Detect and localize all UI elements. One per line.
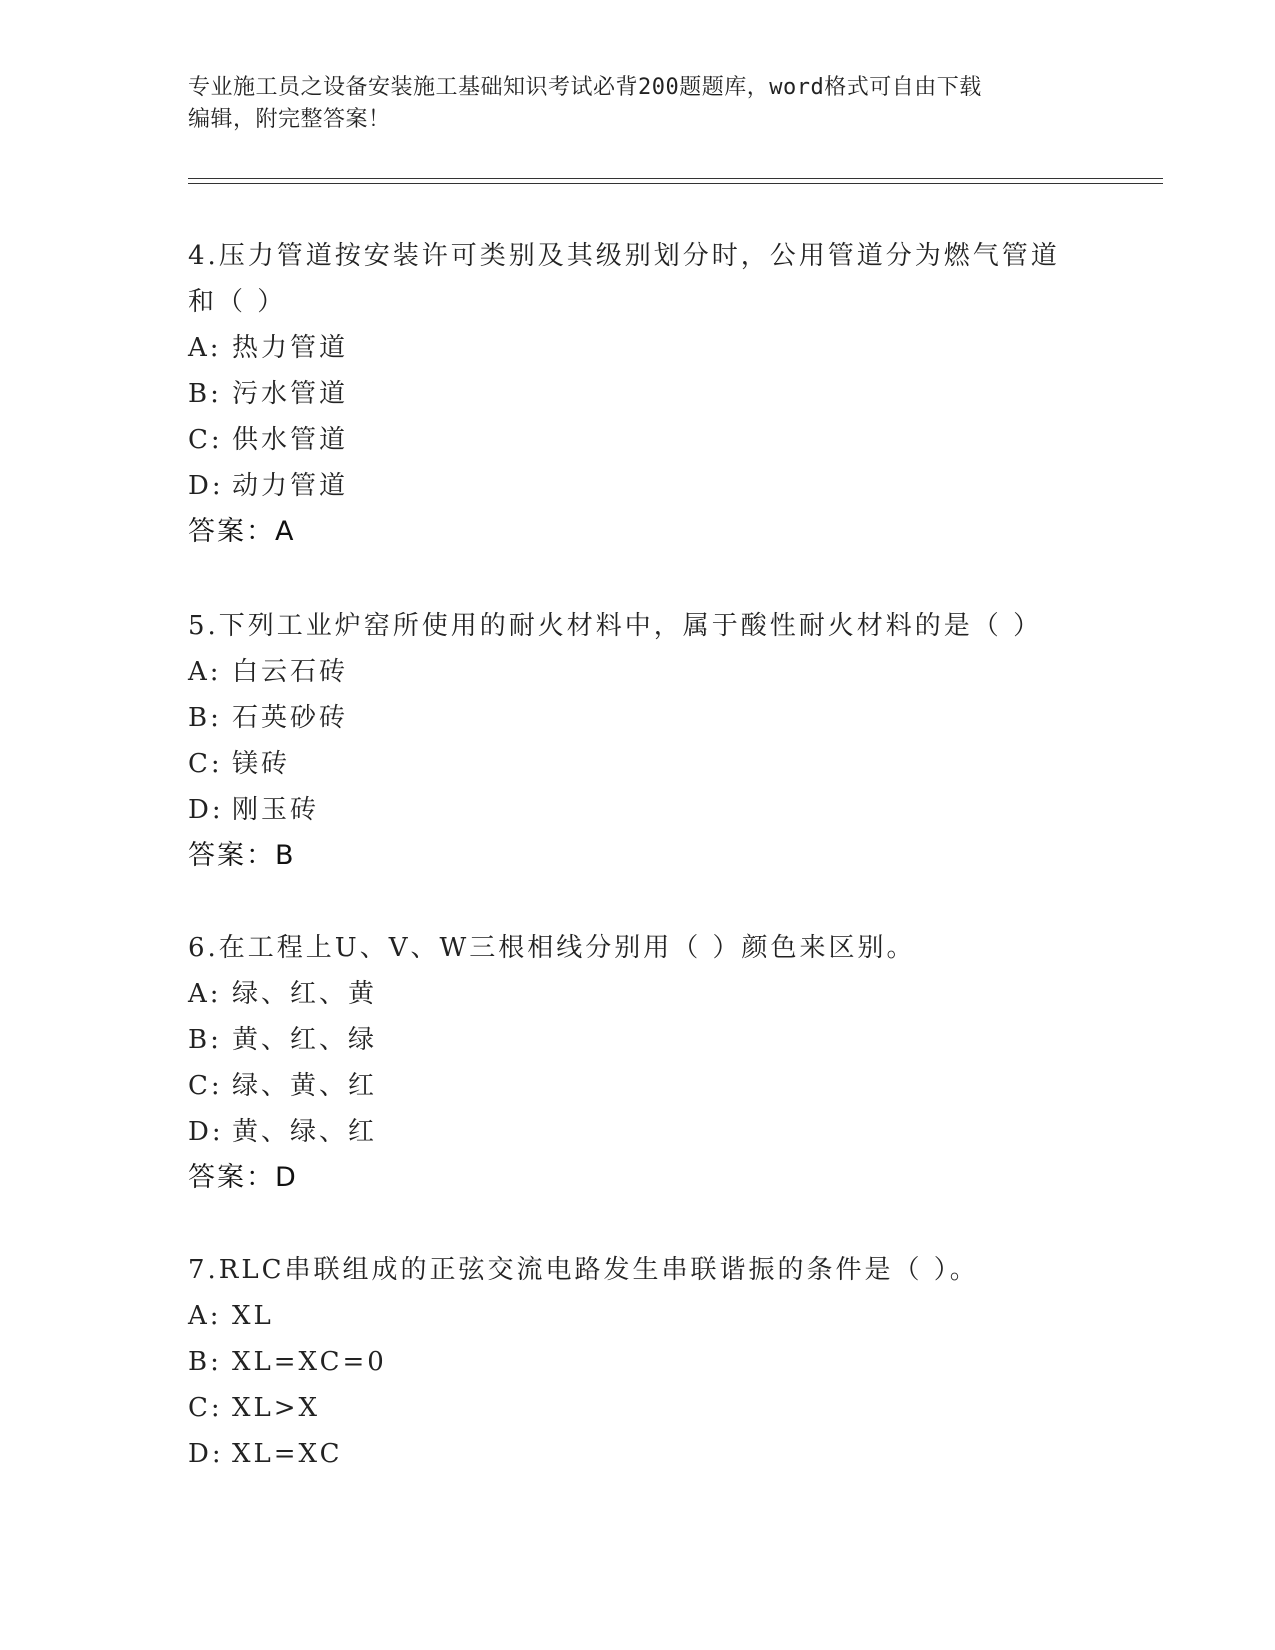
option-key: B: — [188, 1025, 222, 1055]
option-text: 动力管道 — [232, 471, 349, 501]
option-key: D: — [188, 795, 224, 825]
option-key: D: — [188, 1439, 224, 1469]
answer: 答案：D — [188, 1162, 298, 1193]
answer: 答案：B — [188, 840, 296, 871]
question-stem: 5.下列工业炉窑所使用的耐火材料中，属于酸性耐火材料的是（ ） — [188, 611, 1043, 641]
option-key: B: — [188, 379, 222, 409]
header-divider-bottom — [188, 183, 1163, 184]
option-key: B: — [188, 703, 222, 733]
option-key: C: — [188, 425, 223, 455]
option-b — [188, 1017, 1088, 1063]
option-d — [188, 1109, 1088, 1155]
option-key: A: — [188, 1301, 222, 1331]
question-stem: 4.压力管道按安装许可类别及其级别划分时，公用管道分为燃气管道 — [188, 241, 1060, 271]
option-text: 黄、绿、红 — [232, 1117, 378, 1147]
option-a — [188, 649, 1088, 695]
option-text: 刚玉砖 — [232, 795, 320, 825]
header-divider-top — [188, 178, 1163, 179]
option-key: D: — [188, 1117, 224, 1147]
option-a — [188, 325, 1088, 371]
option-c — [188, 741, 1088, 787]
option-key: C: — [188, 749, 223, 779]
header-line-2: 编辑，附完整答案！ — [188, 107, 391, 132]
option-a — [188, 971, 1088, 1017]
option-text: XL — [232, 1301, 274, 1331]
option-text: 污水管道 — [232, 379, 349, 409]
question-4 — [188, 233, 1088, 555]
option-b — [188, 695, 1088, 741]
header-line-1: 专业施工员之设备安装施工基础知识考试必背200题题库，word格式可自由下载 — [188, 75, 982, 100]
option-text: 绿、红、黄 — [232, 979, 378, 1009]
option-c — [188, 417, 1088, 463]
option-text: 黄、红、绿 — [232, 1025, 378, 1055]
option-d — [188, 787, 1088, 833]
option-key: B: — [188, 1347, 222, 1377]
option-key: A: — [188, 657, 222, 687]
question-7 — [188, 1247, 1088, 1477]
question-6 — [188, 925, 1088, 1201]
option-text: 白云石砖 — [232, 657, 349, 687]
option-c — [188, 1385, 1088, 1431]
question-stem: 7.RLC串联组成的正弦交流电路发生串联谐振的条件是（ ）。 — [188, 1255, 979, 1285]
option-key: D: — [188, 471, 224, 501]
option-text: 供水管道 — [232, 425, 349, 455]
option-text: XL>X — [232, 1393, 321, 1423]
option-d — [188, 463, 1088, 509]
document-header — [188, 72, 1088, 136]
option-key: A: — [188, 333, 222, 363]
option-text: 镁砖 — [232, 749, 291, 779]
option-text: 热力管道 — [232, 333, 349, 363]
option-d — [188, 1431, 1088, 1477]
question-5 — [188, 603, 1088, 879]
option-key: C: — [188, 1393, 223, 1423]
option-b — [188, 371, 1088, 417]
option-text: XL=XC=0 — [232, 1347, 387, 1377]
option-a — [188, 1293, 1088, 1339]
option-key: C: — [188, 1071, 223, 1101]
option-text: 绿、黄、红 — [232, 1071, 378, 1101]
option-b — [188, 1339, 1088, 1385]
option-c — [188, 1063, 1088, 1109]
question-stem: 6.在工程上U、V、W三根相线分别用（ ）颜色来区别。 — [188, 933, 916, 963]
question-stem-continued: 和（ ） — [188, 287, 287, 317]
option-text: XL=XC — [232, 1439, 343, 1469]
option-text: 石英砂砖 — [232, 703, 349, 733]
answer: 答案：A — [188, 516, 296, 547]
option-key: A: — [188, 979, 222, 1009]
